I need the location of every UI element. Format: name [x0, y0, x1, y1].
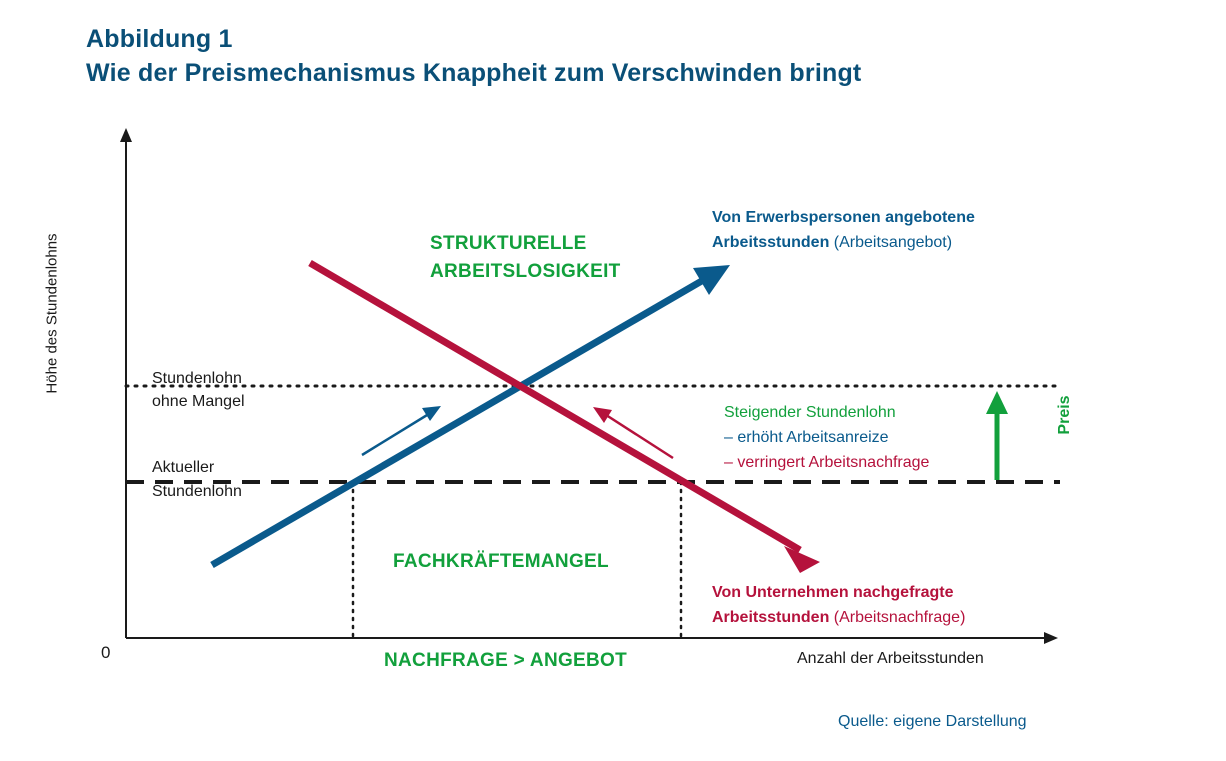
- supply-curve: [212, 275, 712, 565]
- label-labour-demand-line2: [712, 605, 965, 630]
- label-labour-supply-bold: Arbeitsstunden: [712, 234, 830, 251]
- note-rising-wage-line2: – erhöht Arbeitsanreize: [724, 429, 889, 446]
- x-axis-arrowhead: [1044, 632, 1058, 644]
- supply-increase-arrowhead: [422, 406, 441, 421]
- y-axis-arrowhead: [120, 128, 132, 142]
- note-rising-wage: [724, 400, 929, 475]
- figure-title-block: [86, 22, 1086, 90]
- label-wage-no-shortage: [152, 367, 245, 413]
- label-structural-unemployment: [430, 230, 621, 286]
- demand-curve-arrowhead: [784, 546, 820, 573]
- label-structural-unemployment-line1: STRUKTURELLE: [430, 233, 587, 254]
- label-wage-no-shortage-line1: Stundenlohn: [152, 370, 242, 387]
- origin-label: 0: [101, 643, 111, 662]
- label-current-wage-line1: Aktueller: [152, 459, 215, 476]
- price-up-arrowhead: [986, 391, 1008, 414]
- label-price-arrow: Preis: [1056, 395, 1073, 435]
- label-demand-exceeds-supply: NACHFRAGE > ANGEBOT: [384, 650, 628, 671]
- label-labour-demand-line1: Von Unternehmen nachgefragte: [712, 584, 954, 601]
- label-labour-supply-plain: (Arbeitsangebot): [829, 234, 953, 251]
- label-labour-supply-line1: Von Erwerbspersonen angebotene: [712, 209, 975, 226]
- supply-increase-arrow: [362, 412, 432, 455]
- label-wage-no-shortage-line2: ohne Mangel: [152, 393, 245, 410]
- chart-area: [0, 110, 1226, 710]
- label-skilled-labour-shortage: FACHKRÄFTEMANGEL: [393, 551, 609, 572]
- note-rising-wage-line1: Steigender Stundenlohn: [724, 404, 896, 421]
- label-structural-unemployment-line2: ARBEITSLOSIGKEIT: [430, 261, 621, 282]
- demand-decrease-arrowhead: [593, 407, 612, 423]
- note-rising-wage-line3: – verringert Arbeitsnachfrage: [724, 454, 930, 471]
- figure-number: Abbildung 1: [86, 25, 233, 53]
- label-current-wage: [152, 456, 242, 504]
- y-axis-label: Höhe des Stundenlohns: [43, 233, 61, 394]
- x-axis-label: Anzahl der Arbeitsstunden: [797, 650, 984, 667]
- label-labour-supply-curve: [712, 205, 975, 255]
- label-labour-demand-plain: (Arbeitsnachfrage): [829, 609, 966, 626]
- label-labour-demand-curve: [712, 580, 965, 630]
- label-current-wage-line2: Stundenlohn: [152, 483, 242, 500]
- source-note: Quelle: eigene Darstellung: [838, 713, 1027, 730]
- page-title: Wie der Preismechanismus Knappheit zum Verschwinden bringt: [86, 59, 862, 87]
- label-labour-supply-line2: [712, 230, 975, 255]
- label-labour-demand-bold: Arbeitsstunden: [712, 609, 830, 626]
